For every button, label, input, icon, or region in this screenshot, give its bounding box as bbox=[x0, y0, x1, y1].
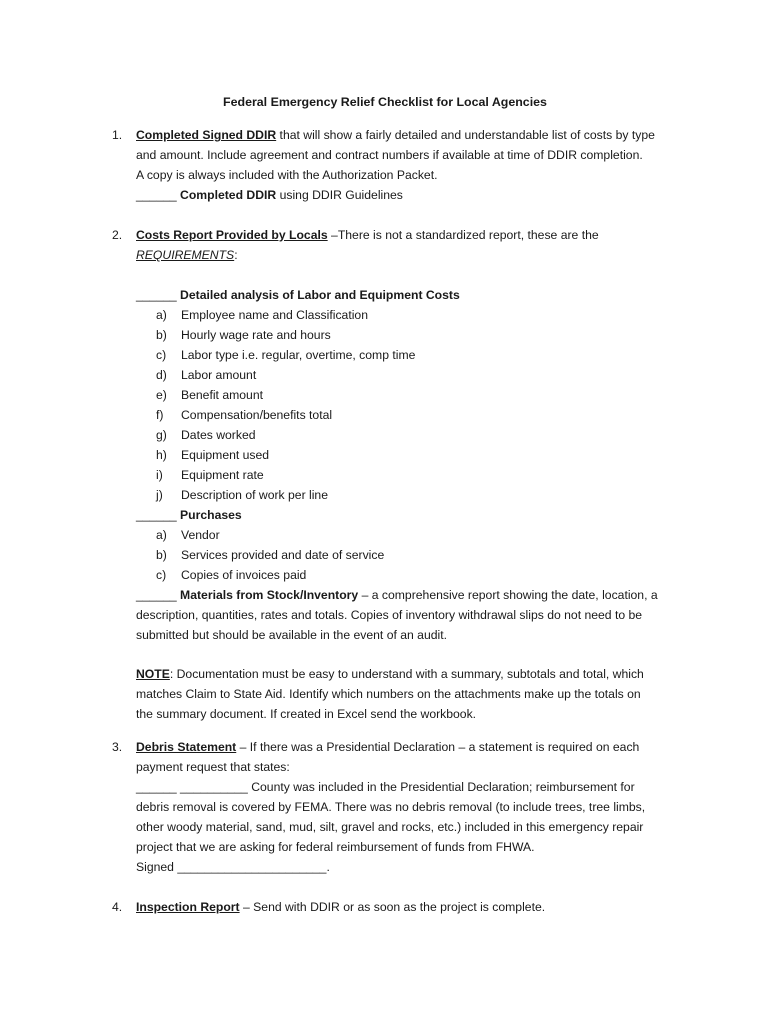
item-3-line-3 bbox=[136, 777, 696, 797]
list-text: Labor amount bbox=[181, 368, 257, 382]
list-letter: e) bbox=[156, 388, 167, 402]
check-text: using DDIR Guidelines bbox=[276, 188, 403, 202]
item-3-line-1 bbox=[136, 737, 696, 757]
item-3-line-5: other woody material, sand, mud, silt, gravel and rocks, etc.) included in this emergency repair bbox=[136, 820, 644, 834]
list-letter: g) bbox=[156, 428, 167, 442]
requirements-label: REQUIREMENTS bbox=[136, 248, 235, 262]
list-item bbox=[136, 325, 696, 345]
item-3-county-text: County was included in the Presidential Declaration; reimbursement for bbox=[247, 780, 635, 794]
list-letter: a) bbox=[156, 528, 167, 542]
list-text: Description of work per line bbox=[181, 488, 328, 502]
labor-equipment-section bbox=[136, 285, 696, 645]
list-item bbox=[136, 425, 696, 445]
labor-label: Detailed analysis of Labor and Equipment Costs bbox=[176, 288, 460, 302]
item-3-heading: Debris Statement bbox=[136, 740, 237, 754]
checklist-item-2 bbox=[112, 225, 696, 265]
item-3-line-4: debris removal is covered by FEMA. There was no debris removal (to include trees, tree limbs, bbox=[136, 800, 646, 814]
labor-check bbox=[136, 285, 696, 305]
list-text: Hourly wage rate and hours bbox=[181, 328, 331, 342]
list-item bbox=[136, 445, 696, 465]
materials-label: Materials from Stock/Inventory bbox=[176, 588, 359, 602]
item-2-text: –There is not a standardized report, these are the bbox=[327, 228, 599, 242]
list-letter: c) bbox=[156, 348, 167, 362]
materials-line-3: submitted but should be available in the event of an audit. bbox=[136, 628, 447, 642]
list-text: Benefit amount bbox=[181, 388, 263, 402]
materials-text: – a comprehensive report showing the date, location, a bbox=[358, 588, 658, 602]
note-line-3: the summary document. If created in Excel send the workbook. bbox=[136, 707, 477, 721]
page-title: Federal Emergency Relief Checklist for Local Agencies bbox=[223, 95, 547, 109]
list-item bbox=[136, 565, 696, 585]
item-2-line-2 bbox=[136, 245, 696, 265]
note-text: : Documentation must be easy to understand with a summary, subtotals and total, which bbox=[169, 667, 644, 681]
note-line-1 bbox=[136, 664, 696, 684]
list-letter: c) bbox=[156, 568, 167, 582]
item-2-heading: Costs Report Provided by Locals bbox=[136, 228, 328, 242]
list-text: Vendor bbox=[181, 528, 220, 542]
materials-line-2: description, quantities, rates and totals. Copies of inventory withdrawal slips do not need to be bbox=[136, 608, 643, 622]
item-1-heading: Completed Signed DDIR bbox=[136, 128, 277, 142]
check-blank: ______ bbox=[136, 508, 177, 522]
check-label: Completed DDIR bbox=[176, 188, 277, 202]
check-blank: ______ bbox=[136, 588, 177, 602]
list-item bbox=[136, 365, 696, 385]
list-item bbox=[136, 305, 696, 325]
list-text: Employee name and Classification bbox=[181, 308, 368, 322]
item-3-text: – If there was a Presidential Declaration – a statement is required on each bbox=[236, 740, 640, 754]
checklist-item-1 bbox=[112, 125, 696, 205]
list-text: Labor type i.e. regular, overtime, comp time bbox=[181, 348, 416, 362]
item-1-line-1 bbox=[136, 125, 696, 145]
note-label: NOTE bbox=[136, 667, 170, 681]
blank-field: ______ bbox=[136, 780, 177, 794]
list-item bbox=[136, 345, 696, 365]
list-letter: d) bbox=[156, 368, 167, 382]
item-1-text: that will show a fairly detailed and understandable list of costs by type bbox=[276, 128, 655, 142]
item-number: 3. bbox=[112, 740, 123, 754]
note-line-2: matches Claim to State Aid. Identify which numbers on the attachments make up the totals on bbox=[136, 687, 641, 701]
item-1-check bbox=[136, 185, 696, 205]
requirements-colon: : bbox=[234, 248, 238, 262]
list-item bbox=[136, 385, 696, 405]
item-4-line-1 bbox=[136, 897, 696, 917]
list-letter: i) bbox=[156, 468, 163, 482]
list-letter: b) bbox=[156, 328, 167, 342]
list-letter: a) bbox=[156, 308, 167, 322]
county-blank: __________ bbox=[176, 780, 248, 794]
list-text: Equipment rate bbox=[181, 468, 264, 482]
item-3-line-2: payment request that states: bbox=[136, 760, 290, 774]
note-section bbox=[136, 664, 696, 724]
item-4-heading: Inspection Report bbox=[136, 900, 240, 914]
list-item bbox=[136, 485, 696, 505]
list-text: Copies of invoices paid bbox=[181, 568, 307, 582]
materials-check bbox=[136, 585, 696, 605]
purchases-check bbox=[136, 505, 696, 525]
item-4-text: – Send with DDIR or as soon as the project is complete. bbox=[239, 900, 546, 914]
list-letter: f) bbox=[156, 408, 164, 422]
item-1-line-2: and amount. Include agreement and contract numbers if available at time of DDIR completion. bbox=[136, 148, 643, 162]
item-number: 4. bbox=[112, 900, 123, 914]
list-item bbox=[136, 545, 696, 565]
checklist-item-3 bbox=[112, 737, 696, 877]
checklist-item-4 bbox=[112, 897, 696, 917]
list-item bbox=[136, 465, 696, 485]
item-1-line-3: A copy is always included with the Authorization Packet. bbox=[136, 168, 438, 182]
list-letter: b) bbox=[156, 548, 167, 562]
signature-line: Signed ______________________. bbox=[136, 860, 330, 874]
item-number: 1. bbox=[112, 128, 123, 142]
list-text: Dates worked bbox=[181, 428, 256, 442]
item-3-line-6: project that we are asking for federal reimbursement of funds from FHWA. bbox=[136, 840, 535, 854]
check-blank: ______ bbox=[136, 188, 177, 202]
list-item bbox=[136, 525, 696, 545]
list-letter: j) bbox=[156, 488, 163, 502]
list-item bbox=[136, 405, 696, 425]
item-2-line-1 bbox=[136, 225, 696, 245]
list-text: Compensation/benefits total bbox=[181, 408, 333, 422]
list-letter: h) bbox=[156, 448, 167, 462]
check-blank: ______ bbox=[136, 288, 177, 302]
list-text: Services provided and date of service bbox=[181, 548, 385, 562]
list-text: Equipment used bbox=[181, 448, 270, 462]
item-number: 2. bbox=[112, 228, 123, 242]
purchases-label: Purchases bbox=[176, 508, 242, 522]
